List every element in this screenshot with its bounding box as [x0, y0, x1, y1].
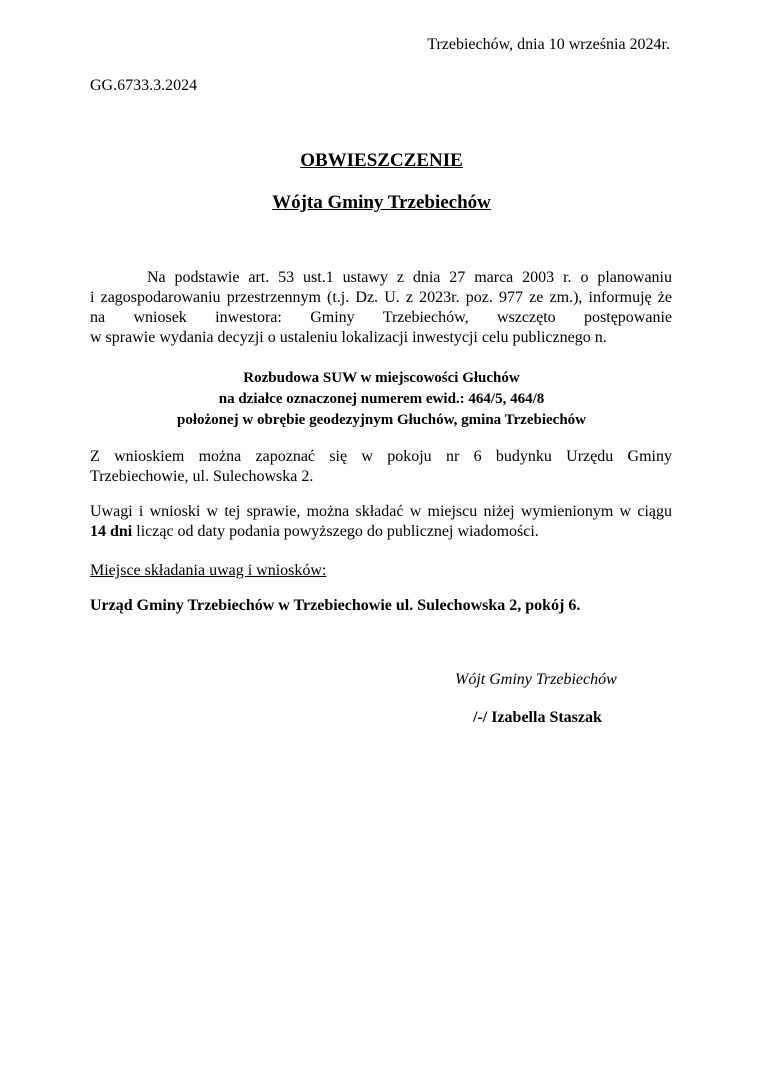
- remarks-line: [90, 522, 672, 542]
- remarks-paragraph: [90, 502, 672, 542]
- deadline-days: 14 dni: [90, 523, 133, 540]
- subject-line: położonej w obrębie geodezyjnym Głuchów, gmina Trzebiechów: [177, 412, 586, 428]
- access-line: Z wnioskiem można zapoznać się w pokoju nr 6 budynku Urzędu Gminy: [90, 448, 672, 465]
- submission-place-heading: Miejsce składania uwag i wniosków:: [90, 562, 327, 579]
- intro-paragraph: [90, 268, 672, 348]
- intro-line: Na podstawie art. 53 ust.1 ustawy z dnia 27 marca 2003 r. o planowaniu: [147, 269, 672, 286]
- access-paragraph: [90, 447, 672, 487]
- investment-subject: [0, 368, 763, 431]
- intro-line: na wniosek inwestora: Gminy Trzebiechów, wszczęto postępowanie: [90, 309, 672, 326]
- signatory-role: Wójt Gminy Trzebiechów: [455, 671, 617, 688]
- subject-line: na działce oznaczonej numerem ewid.: 464/5, 464/8: [218, 391, 545, 407]
- intro-line: i zagospodarowaniu przestrzennym (t.j. Dz. U. z 2023r. poz. 977 ze zm.), informuję że: [90, 289, 672, 306]
- subject-line: Rozbudowa SUW w miejscowości Głuchów: [243, 370, 520, 386]
- remarks-line: Uwagi i wnioski w tej sprawie, można składać w miejscu niżej wymienionym w ciągu: [90, 503, 672, 520]
- access-line: Trzebiechowie, ul. Sulechowska 2.: [90, 468, 314, 485]
- submission-place: Urząd Gminy Trzebiechów w Trzebiechowie ul. Sulechowska 2, pokój 6.: [90, 597, 581, 614]
- signatory-name: /-/ Izabella Staszak: [473, 709, 602, 726]
- reference-number: GG.6733.3.2024: [90, 77, 198, 94]
- remarks-line-rest: licząc od daty podania powyższego do publicznej wiadomości.: [132, 523, 539, 540]
- intro-line: w sprawie wydania decyzji o ustaleniu lokalizacji inwestycji celu publicznego n.: [90, 329, 607, 346]
- document-subtitle: Wójta Gminy Trzebiechów: [272, 192, 491, 213]
- place-and-date: Trzebiechów, dnia 10 września 2024r.: [427, 36, 670, 53]
- document-title: OBWIESZCZENIE: [300, 150, 463, 171]
